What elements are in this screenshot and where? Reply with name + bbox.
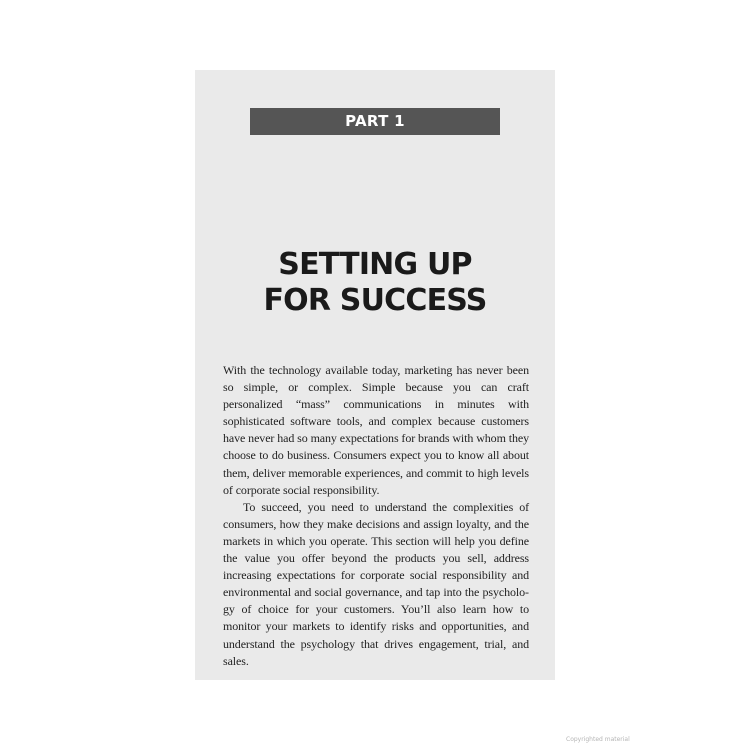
chapter-title <box>195 247 555 319</box>
paragraph-2: To succeed, you need to understand the complexities of consumers, how they make decisions and assign loyalty, and the markets in which you operate. This section will help you define the value you offer beyond the products you sell, address increasing expectations for corporate social responsibility and environmental and social governance, and tap into the psychology of choice for your customers. You’ll also learn how to monitor your markets to identify risks and opportunities, and understand the psychology that drives engagement, trial, and sales. <box>223 499 529 668</box>
paragraph-1: With the technology available today, marketing has never been so simple, or complex. Simple because you can craft personalized “mass” communications in minutes with sophisticated software tools, and complex because customers have never had so many expectations for brands with whom they choose to do business. Consumers expect you to know all about them, deliver memorable experiences, and commit to high levels of corporate social responsibility. <box>223 363 529 497</box>
chapter-title-line-2: FOR SUCCESS <box>263 283 487 318</box>
copyright-watermark: Copyrighted material <box>566 736 630 743</box>
body-text <box>223 362 529 670</box>
part-label-banner: PART 1 <box>250 108 500 135</box>
book-page <box>195 70 555 680</box>
chapter-title-line-1: SETTING UP <box>278 247 472 282</box>
